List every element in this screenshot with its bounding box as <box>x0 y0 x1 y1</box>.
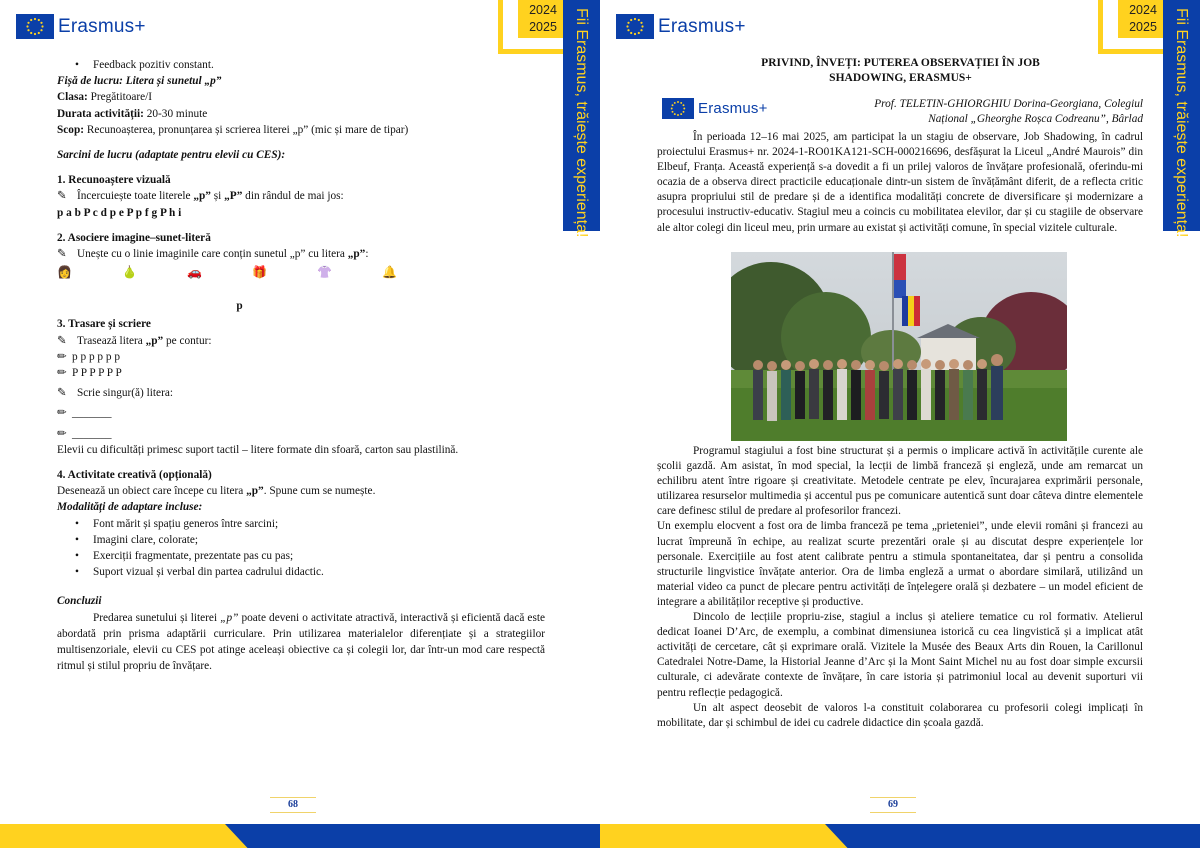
task1-heading: 1. Recunoaștere vizuală <box>57 174 171 187</box>
task3-big-row: ✏ P P P P P P <box>57 365 545 381</box>
scope-line <box>57 122 545 138</box>
vertical-tagline-band <box>1163 0 1200 238</box>
duration-label: Durata activității: <box>57 107 144 120</box>
erasmus-small-logo-text: Erasmus+ <box>698 100 768 117</box>
conclusions-text: Predarea sunetului și literei „p” poate deveni o activitate atractivă, interactivă și eficientă dacă este abordată prin prisma adaptării curriculare. Prin utilizarea materialelor diferențiate și a strategiilor multisenzoriale, elevii cu CES pot atinge aceleași obiective ca și colegii lor, dar într-un mod care respectă ritmul și stilul propriu de învățare. <box>57 611 545 673</box>
year-top: 2024 <box>529 3 557 17</box>
paragraph-2: Programul stagiului a fost bine structurat și a permis o implicare activă în activitățile curente ale școlii gazdă. Am asistat, în mod special, la lecții de limbă franceză și engleză, unde am remarcat un echilibru atent între rigoare și creativitate. Metodele centrate pe elev, încurajarea exprimării personale, utilizarea resurselor multimedia și accentul pus pe comunicare autentică sunt doar câteva dintre elementele care definesc stilul de predare al profesorilor francezi. <box>657 445 1143 518</box>
year-frame <box>1098 0 1170 54</box>
task4-text: Desenează un obiect care începe cu litera „p”. Spune cum se numește. <box>57 485 376 498</box>
task2-image-row <box>57 262 397 282</box>
pear-icon: 🍐 <box>122 265 137 280</box>
woman-icon: 👩 <box>57 265 72 280</box>
adapt-heading: Modalități de adaptare incluse: <box>57 501 203 514</box>
pencil-icon: ✏ <box>57 407 67 420</box>
eu-flag-icon <box>16 14 54 39</box>
task3-heading: 3. Trasare și scriere <box>57 318 151 331</box>
class-value: Pregătitoare/I <box>87 91 153 104</box>
pin-icon: ✎ <box>57 190 67 203</box>
worksheet-title: Fișă de lucru: Litera și sunetul „p” <box>57 75 222 88</box>
pin-icon: ✎ <box>57 334 67 347</box>
task3-blank-1: ✏ _______ <box>57 405 545 421</box>
footer-blue-band <box>225 824 600 848</box>
eu-flag-icon <box>662 98 694 119</box>
list-item: • Imagini clare, colorate; <box>57 532 545 548</box>
paragraph-4: Dincolo de lecțiile propriu-zise, stagiul a inclus și ateliere tematice cu rol formativ. Atelierul dedicat Ioanei D’Arc, de exemplu, a combinat dimensiunea istorică cu cea lingvistică și a implicat atât activități de cercetare, cât și exprimare orală. Vizitele la Musée des Beaux Arts din Rouen, la Carillonul Catedralei Notre-Dame, la Historial Jeanne d’Arc și la Mont Saint Michel nu au fost doar simple excursii culturale, ci adevărate contexte de învățare, în care istoria și patrimoniul local au devenit suporturi vii pentru reflecție pedagogică. <box>657 611 1143 699</box>
pencil-icon: ✏ <box>57 427 67 440</box>
blouse-icon: 👚 <box>317 265 332 280</box>
erasmus-logo <box>616 14 746 39</box>
list-item: • Font mărit și spațiu generos între sarcini; <box>57 516 545 532</box>
duration-line <box>57 106 545 122</box>
year-badge <box>1118 0 1168 38</box>
page-number: 68 <box>270 797 316 813</box>
year-bottom: 2025 <box>1129 20 1157 34</box>
scope-label: Scop: <box>57 123 84 136</box>
list-item: • Feedback pozitiv constant. <box>57 57 545 73</box>
tasks-heading: Sarcini de lucru (adaptate pentru elevii cu CES): <box>57 149 286 162</box>
left-content <box>57 57 545 675</box>
pencil-icon: ✏ <box>57 350 67 363</box>
class-line <box>57 89 545 105</box>
vertical-tagline: Fii Erasmus, trăiește experiența! <box>1173 8 1190 238</box>
article-title: PRIVIND, ÎNVEȚI: PUTEREA OBSERVAȚIEI ÎN JOB SHADOWING, ERASMUS+ <box>761 57 1040 84</box>
task3-small-row: ✏ p p p p p p <box>57 349 545 365</box>
erasmus-logo <box>16 14 146 39</box>
task4-heading: 4. Activitate creativă (opțională) <box>57 469 212 482</box>
right-page <box>600 0 1200 848</box>
bell-icon: 🔔 <box>382 265 397 280</box>
vertical-tagline: Fii Erasmus, trăiește experiența! <box>573 8 590 238</box>
year-bottom: 2025 <box>529 20 557 34</box>
paragraph-3: Un exemplu elocvent a fost ora de limba franceză pe tema „prieteniei”, unde elevii români și francezi au lucrat împreună în echipe, au realizat scurte prezentări orale și au discutat despre experiențele lor personale. Exercițiile au fost atent calibrate pentru a stimula spontaneitatea, dar și pentru a consolida structurile lingvistice învățate anterior. Ora de limba engleză a urmat o abordare similară, utilizând un material video ca punct de plecare pentru activități de înțelegere orală și dezbatere – un model eficient de integrare a abilităților receptive și productive. <box>657 520 1143 608</box>
vertical-tagline-band <box>563 0 600 238</box>
car-icon: 🚗 <box>187 265 202 280</box>
article-body-top <box>657 130 1143 236</box>
paragraph-5: Un alt aspect deosebit de valoros l-a constituit colaborarea cu profesorii colegi implicați în mobilitate, dar și schimbul de idei cu cadrele didactice din școala gazdă. <box>657 701 1143 729</box>
task2-instruction: ✎ Unește cu o linie imaginile care conțin sunetul „p” cu litera „p”: <box>57 246 545 262</box>
year-frame <box>498 0 570 54</box>
task1-letters: p a b P c d p e P p f g P h i <box>57 206 182 219</box>
year-top: 2024 <box>1129 3 1157 17</box>
pin-icon: ✎ <box>57 387 67 400</box>
task3-instruction: ✎ Trasează litera „p” pe contur: <box>57 333 545 349</box>
erasmus-logo-text: Erasmus+ <box>58 15 146 37</box>
erasmus-logo-text: Erasmus+ <box>658 15 746 37</box>
task3-blank-2: ✏ _______ <box>57 426 545 442</box>
task1-instruction: ✎ Încercuiește toate literele „p” și „P” din rândul de mai jos: <box>57 188 545 204</box>
eu-flag-icon <box>616 14 654 39</box>
article-body-bottom <box>657 444 1143 731</box>
pencil-icon: ✏ <box>57 367 67 380</box>
footer-blue-band <box>825 824 1200 848</box>
task3-write: ✎ Scrie singur(ă) litera: <box>57 385 545 401</box>
erasmus-small-logo <box>662 98 768 119</box>
class-label: Clasa: <box>57 91 88 104</box>
gift-icon: 🎁 <box>252 265 267 280</box>
author-byline: Prof. TELETIN-GHIORGHIU Dorina-Georgiana, Colegiul Național „Gheorghe Roșca Codreanu”, Bârlad <box>874 98 1143 125</box>
scope-value: Recunoașterea, pronunțarea și scrierea literei „p” (mic și mare de tipar) <box>84 123 409 136</box>
paragraph-1: În perioada 12–16 mai 2025, am participat la un stagiu de observare, Job Shadowing, în cadrul proiectului Erasmus+ nr. 2024-1-RO01KA121-SCH-000216696, desfășurat la Liceul „André Maurois” din Elbeuf, Franța. Această experiență s-a dovedit a fi un prilej valoros de învățare profesională, oferindu-mi ocazia de a observa direct practicile educaționale dintr-un sistem de învățământ diferit, de a reflecta critic asupra propriului stil de predare și de a identifica modalități concrete de diversificare și modernizare a procesului instructiv-educativ. Stagiul meu a coincis cu mobilitatea elevilor, dar și cu stagiile de observare ale altor colegi din liceul meu, prin urmare au existat și activități comune, în special vizitele culturale. <box>657 131 1143 234</box>
conclusions-heading: Concluzii <box>57 595 102 608</box>
list-item: • Exerciții fragmentate, prezentate pas cu pas; <box>57 548 545 564</box>
list-item: • Suport vizual și verbal din partea cadrului didactic. <box>57 564 545 580</box>
page-number: 69 <box>870 797 916 813</box>
task2-heading: 2. Asociere imagine–sunet-literă <box>57 231 211 244</box>
pin-icon: ✎ <box>57 248 67 261</box>
task2-letter: p <box>236 300 243 313</box>
duration-value: 20-30 minute <box>143 107 208 120</box>
year-badge <box>518 0 568 38</box>
group-photo <box>731 252 1067 441</box>
task3-note: Elevii cu dificultăți primesc suport tactil – litere formate din sfoară, carton sau plastilină. <box>57 443 459 456</box>
